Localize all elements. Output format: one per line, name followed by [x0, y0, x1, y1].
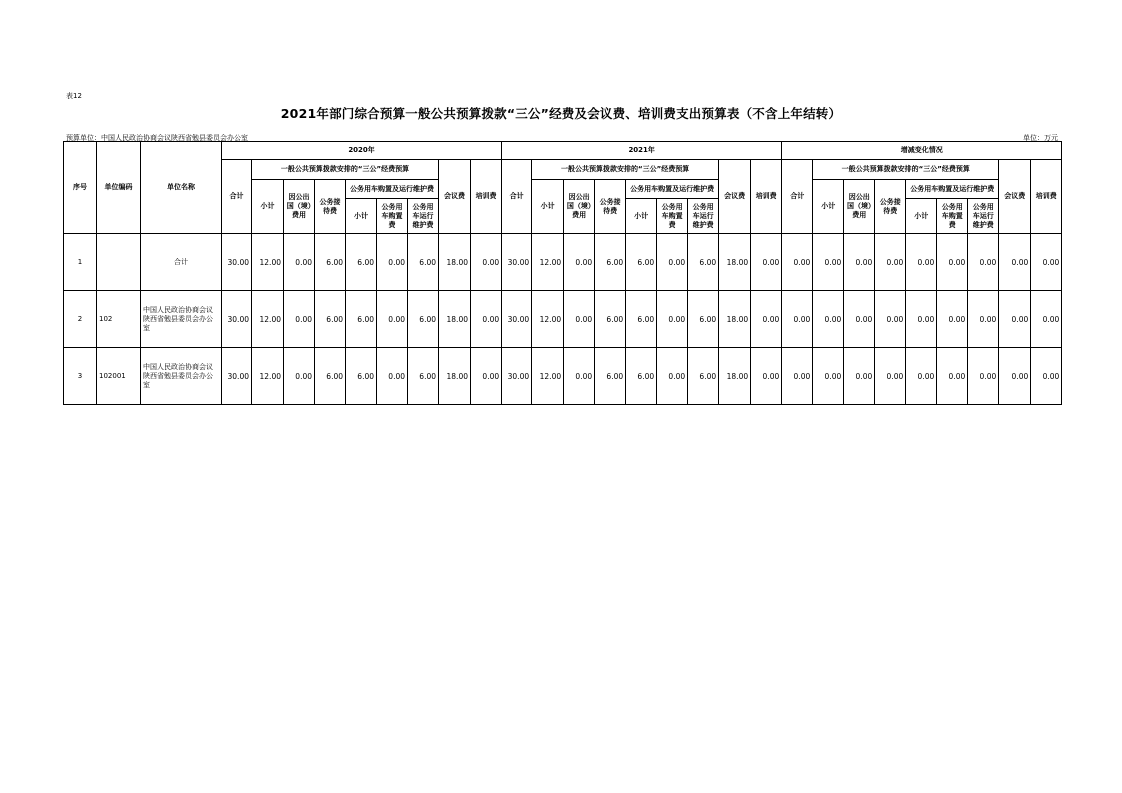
- header-code: 单位编码: [97, 142, 141, 234]
- currency-unit-label: 单位：万元: [1023, 134, 1058, 142]
- header-training-2021: 培训费: [751, 160, 782, 234]
- header-subtotal-change: 小计: [813, 180, 844, 234]
- budget-unit-label: 预算单位：中国人民政治协商会议陕西省勉县委员会办公室: [66, 134, 248, 142]
- header-reception-2020: 公务接待费: [315, 180, 346, 234]
- cell-value: 6.00: [408, 291, 439, 348]
- page-title: 2021年部门综合预算一般公共预算拨款“三公”经费及会议费、培训费支出预算表（不含上年结转）: [280, 106, 842, 121]
- table-row: [64, 348, 1062, 405]
- cell-value: 0.00: [564, 234, 595, 291]
- cell-value: 0.00: [937, 234, 968, 291]
- header-sangong-change: 一般公共预算拨款安排的“三公”经费预算: [813, 160, 999, 180]
- cell-value: 0.00: [284, 291, 315, 348]
- cell-value: 0.00: [906, 291, 937, 348]
- header-group-2021: 2021年: [502, 142, 782, 160]
- cell-value: 0.00: [377, 291, 408, 348]
- cell-value: 0.00: [471, 234, 502, 291]
- cell-code: 102: [97, 291, 141, 348]
- header-training-change: 培训费: [1031, 160, 1062, 234]
- cell-value: 0.00: [937, 291, 968, 348]
- header-sangong-2021: 一般公共预算拨款安排的“三公”经费预算: [532, 160, 719, 180]
- cell-value: 0.00: [968, 348, 999, 405]
- cell-value: 0.00: [844, 291, 875, 348]
- cell-value: 6.00: [626, 291, 657, 348]
- table-row: [64, 291, 1062, 348]
- cell-value: 0.00: [751, 291, 782, 348]
- cell-value: 12.00: [252, 234, 284, 291]
- cell-value: 0.00: [937, 348, 968, 405]
- cell-value: 18.00: [439, 291, 471, 348]
- cell-value: 6.00: [315, 348, 346, 405]
- header-group-2020: 2020年: [222, 142, 502, 160]
- cell-value: 6.00: [688, 234, 719, 291]
- cell-value: 0.00: [471, 348, 502, 405]
- cell-value: 6.00: [595, 234, 626, 291]
- cell-value: 0.00: [782, 348, 813, 405]
- header-sangong-2020: 一般公共预算拨款安排的“三公”经费预算: [252, 160, 439, 180]
- cell-value: 6.00: [595, 291, 626, 348]
- header-vehicle-purchase-2020: 公务用车购置费: [377, 199, 408, 234]
- cell-value: 18.00: [719, 291, 751, 348]
- cell-value: 12.00: [532, 234, 564, 291]
- header-meeting-2021: 会议费: [719, 160, 751, 234]
- cell-name: 合计: [141, 234, 222, 291]
- cell-value: 0.00: [813, 291, 844, 348]
- cell-value: 0.00: [782, 291, 813, 348]
- header-name: 单位名称: [141, 142, 222, 234]
- cell-value: 0.00: [377, 234, 408, 291]
- cell-value: 0.00: [999, 234, 1031, 291]
- cell-name: 中国人民政治协商会议陕西省勉县委员会办公室: [141, 291, 222, 348]
- cell-value: 18.00: [719, 234, 751, 291]
- header-vehicle-purchase-2021: 公务用车购置费: [657, 199, 688, 234]
- cell-seq: 1: [64, 234, 97, 291]
- header-reception-2021: 公务接待费: [595, 180, 626, 234]
- cell-value: 12.00: [252, 348, 284, 405]
- cell-value: 0.00: [564, 291, 595, 348]
- cell-value: 0.00: [875, 291, 906, 348]
- header-vehicle-2020: 公务用车购置及运行维护费: [346, 180, 439, 199]
- cell-value: 0.00: [751, 234, 782, 291]
- table-number: 表12: [66, 92, 82, 100]
- cell-value: 30.00: [222, 291, 252, 348]
- cell-value: 30.00: [222, 234, 252, 291]
- cell-value: 12.00: [532, 348, 564, 405]
- cell-value: 6.00: [595, 348, 626, 405]
- header-abroad-2021: 因公出国（境）费用: [564, 180, 595, 234]
- header-total-change: 合计: [782, 160, 813, 234]
- cell-value: 0.00: [657, 234, 688, 291]
- header-vehicle-maint-2021: 公务用车运行维护费: [688, 199, 719, 234]
- header-vehicle-maint-change: 公务用车运行维护费: [968, 199, 999, 234]
- cell-value: 0.00: [906, 348, 937, 405]
- cell-value: 0.00: [906, 234, 937, 291]
- cell-value: 6.00: [688, 348, 719, 405]
- cell-value: 18.00: [439, 348, 471, 405]
- cell-value: 6.00: [408, 234, 439, 291]
- cell-value: 6.00: [626, 348, 657, 405]
- cell-code: 102001: [97, 348, 141, 405]
- header-vehicle-subtotal-change: 小计: [906, 199, 937, 234]
- header-reception-change: 公务接待费: [875, 180, 906, 234]
- cell-seq: 2: [64, 291, 97, 348]
- cell-value: 0.00: [844, 348, 875, 405]
- cell-seq: 3: [64, 348, 97, 405]
- header-seq: 序号: [64, 142, 97, 234]
- cell-value: 6.00: [346, 348, 377, 405]
- cell-value: 6.00: [408, 348, 439, 405]
- header-vehicle-subtotal-2021: 小计: [626, 199, 657, 234]
- table-row: [64, 234, 1062, 291]
- cell-value: 30.00: [222, 348, 252, 405]
- cell-value: 0.00: [844, 234, 875, 291]
- cell-value: 30.00: [502, 291, 532, 348]
- header-subtotal-2020: 小计: [252, 180, 284, 234]
- cell-value: 30.00: [502, 348, 532, 405]
- cell-value: 0.00: [968, 234, 999, 291]
- cell-value: 0.00: [968, 291, 999, 348]
- cell-value: 0.00: [782, 234, 813, 291]
- cell-value: 0.00: [657, 348, 688, 405]
- cell-value: 30.00: [502, 234, 532, 291]
- cell-value: 18.00: [439, 234, 471, 291]
- header-total-2020: 合计: [222, 160, 252, 234]
- cell-value: 0.00: [813, 234, 844, 291]
- header-total-2021: 合计: [502, 160, 532, 234]
- header-vehicle-change: 公务用车购置及运行维护费: [906, 180, 999, 199]
- cell-value: 6.00: [315, 234, 346, 291]
- header-vehicle-subtotal-2020: 小计: [346, 199, 377, 234]
- header-abroad-2020: 因公出国（境）费用: [284, 180, 315, 234]
- cell-value: 0.00: [657, 291, 688, 348]
- cell-value: 0.00: [875, 234, 906, 291]
- header-meeting-change: 会议费: [999, 160, 1031, 234]
- header-vehicle-2021: 公务用车购置及运行维护费: [626, 180, 719, 199]
- cell-value: 6.00: [626, 234, 657, 291]
- header-training-2020: 培训费: [471, 160, 502, 234]
- cell-value: 0.00: [875, 348, 906, 405]
- cell-value: 18.00: [719, 348, 751, 405]
- cell-value: 0.00: [1031, 348, 1062, 405]
- cell-value: 6.00: [346, 234, 377, 291]
- header-vehicle-purchase-change: 公务用车购置费: [937, 199, 968, 234]
- cell-code: [97, 234, 141, 291]
- cell-value: 0.00: [999, 291, 1031, 348]
- cell-value: 0.00: [999, 348, 1031, 405]
- cell-value: 0.00: [1031, 291, 1062, 348]
- cell-value: 6.00: [688, 291, 719, 348]
- cell-value: 0.00: [284, 234, 315, 291]
- cell-value: 0.00: [564, 348, 595, 405]
- cell-value: 0.00: [1031, 234, 1062, 291]
- cell-name: 中国人民政治协商会议陕西省勉县委员会办公室: [141, 348, 222, 405]
- cell-value: 12.00: [532, 291, 564, 348]
- header-subtotal-2021: 小计: [532, 180, 564, 234]
- cell-value: 12.00: [252, 291, 284, 348]
- header-abroad-change: 因公出国（境）费用: [844, 180, 875, 234]
- cell-value: 6.00: [346, 291, 377, 348]
- header-vehicle-maint-2020: 公务用车运行维护费: [408, 199, 439, 234]
- budget-table: [63, 141, 1062, 405]
- cell-value: 0.00: [284, 348, 315, 405]
- header-meeting-2020: 会议费: [439, 160, 471, 234]
- cell-value: 0.00: [471, 291, 502, 348]
- header-group-change: 增减变化情况: [782, 142, 1062, 160]
- cell-value: 0.00: [751, 348, 782, 405]
- cell-value: 6.00: [315, 291, 346, 348]
- cell-value: 0.00: [813, 348, 844, 405]
- cell-value: 0.00: [377, 348, 408, 405]
